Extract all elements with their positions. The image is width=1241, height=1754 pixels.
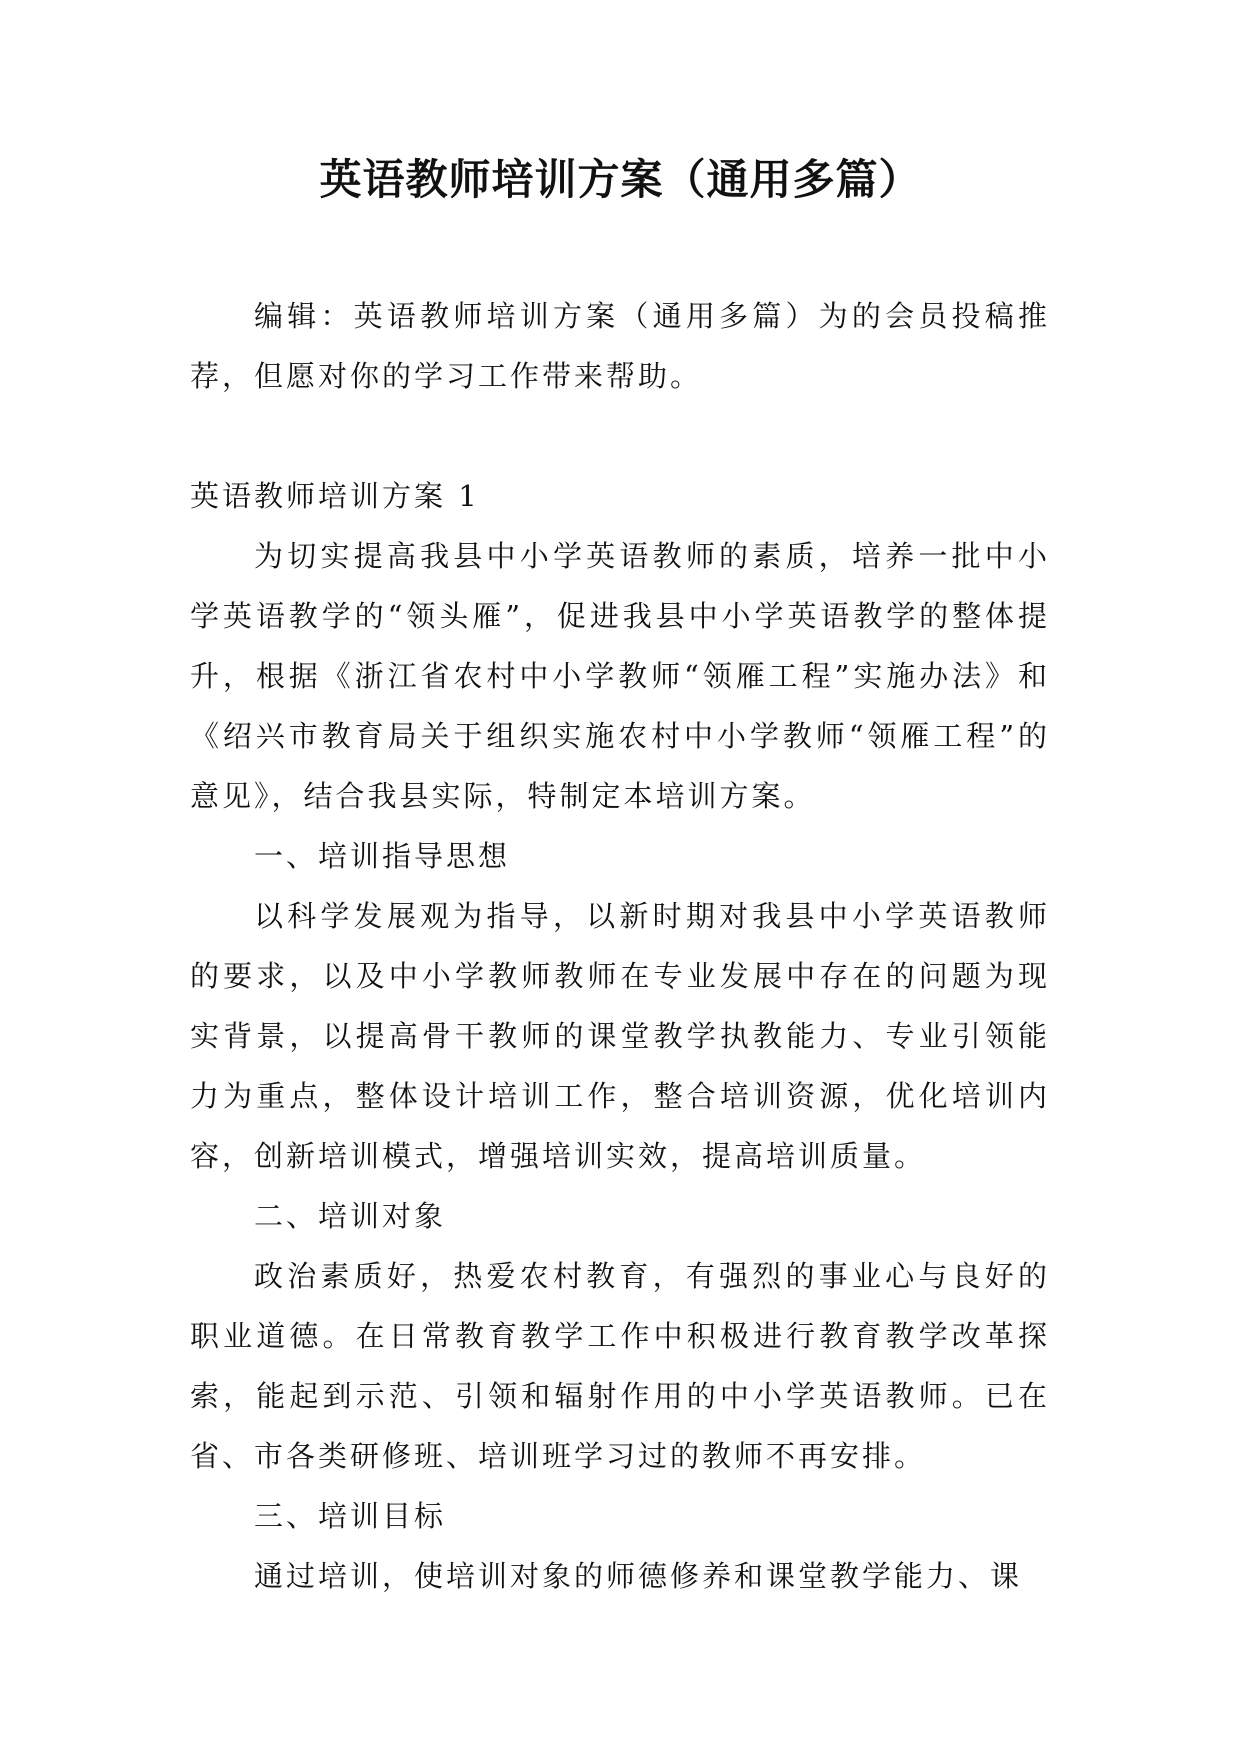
body-paragraph: 为切实提高我县中小学英语教师的素质，培养一批中小学英语教学的“领头雁”，促进我县中小学英语教学的整体提升，根据《浙江省农村中小学教师“领雁工程”实施办法》和《绍兴市教育局关于组织实施农村中小学教师“领雁工程”的意见》，结合我县实际，特制定本培训方案。: [190, 539, 1050, 813]
intro-paragraph: 编辑：英语教师培训方案（通用多篇）为的会员投稿推荐，但愿对你的学习工作带来帮助。: [190, 299, 1050, 393]
heading-training-targets: 二、培训对象: [254, 1199, 447, 1233]
document-title: 英语教师培训方案（通用多篇）: [319, 155, 922, 204]
body-paragraph: 政治素质好，热爱农村教育，有强烈的事业心与良好的职业道德。在日常教育教学工作中积极进行教育教学改革探索，能起到示范、引领和辐射作用的中小学英语教师。已在省、市各类研修班、培训班学习过的教师不再安排。: [190, 1259, 1050, 1473]
heading-training-goals: 三、培训目标: [254, 1499, 447, 1533]
heading-guiding-ideology: 一、培训指导思想: [254, 839, 511, 873]
body-paragraph: 以科学发展观为指导，以新时期对我县中小学英语教师的要求，以及中小学教师教师在专业发展中存在的问题为现实背景，以提高骨干教师的课堂教学执教能力、专业引领能力为重点，整体设计培训工作，整合培训资源，优化培训内容，创新培训模式，增强培训实效，提高培训质量。: [190, 899, 1050, 1173]
section-title: 英语教师培训方案 1: [190, 479, 480, 513]
document-body: [190, 286, 1050, 1606]
body-paragraph: 通过培训，使培训对象的师德修养和课堂教学能力、课: [254, 1559, 1023, 1593]
